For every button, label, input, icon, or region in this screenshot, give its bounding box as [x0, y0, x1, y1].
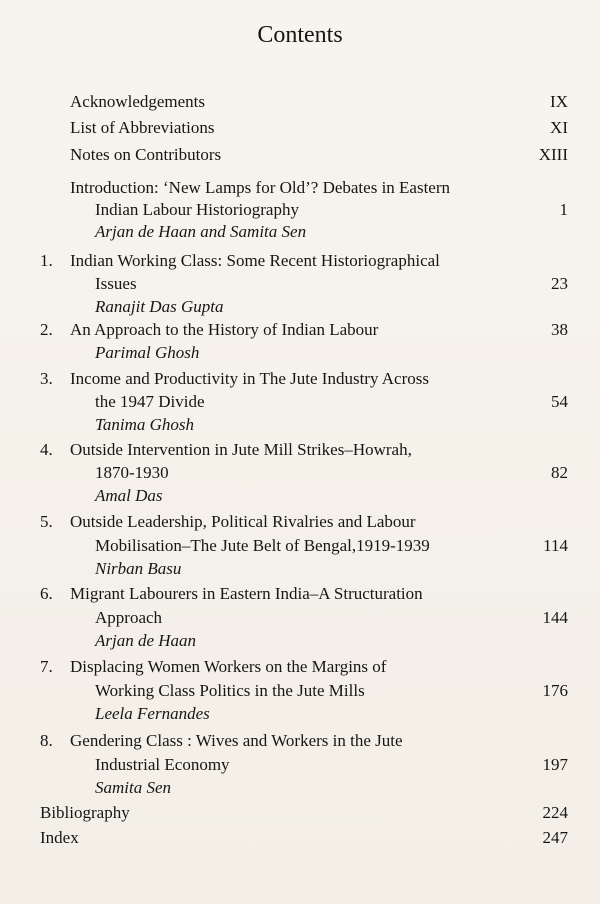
- entry-author: Tanima Ghosh: [95, 415, 195, 434]
- entry-author: Arjan de Haan: [95, 631, 197, 650]
- chapter-number: 5.: [40, 512, 53, 531]
- chapter-number: 2.: [40, 320, 53, 339]
- entry-page: 82: [551, 463, 568, 482]
- entry-page: 247: [542, 828, 568, 847]
- entry-title-line1: An Approach to the History of Indian Labour: [70, 320, 379, 339]
- entry-page: 197: [542, 755, 568, 774]
- page-title: Contents: [257, 22, 343, 48]
- entry-title-line2: Industrial Economy: [95, 755, 230, 774]
- entry-page: IX: [550, 92, 568, 111]
- entry-author: Amal Das: [95, 486, 163, 505]
- entry-title-line1: Introduction: ‘New Lamps for Old’? Debates in Eastern: [70, 178, 451, 197]
- entry-title-line1: Income and Productivity in The Jute Industry Across: [70, 369, 429, 388]
- entry-author: Samita Sen: [95, 778, 172, 797]
- entry-page: 176: [542, 681, 568, 700]
- entry-title-line2: Approach: [95, 608, 163, 627]
- entry-title-line1: Outside Leadership, Political Rivalries and Labour: [70, 512, 416, 531]
- chapter-number: 4.: [40, 440, 53, 459]
- entry-author: Nirban Basu: [95, 559, 182, 578]
- entry-title-line2: the 1947 Divide: [95, 392, 205, 411]
- chapter-number: 1.: [40, 251, 53, 270]
- chapter-number: 8.: [40, 731, 53, 750]
- entry-title-line2: Working Class Politics in the Jute Mills: [95, 681, 365, 700]
- entry-author: Parimal Ghosh: [95, 343, 200, 362]
- entry-title: Index: [40, 828, 79, 847]
- entry-title-line1: Gendering Class : Wives and Workers in the Jute: [70, 731, 403, 750]
- entry-title-line1: Indian Working Class: Some Recent Historiographical: [70, 251, 440, 270]
- entry-title-line2: Mobilisation–The Jute Belt of Bengal,1919-1939: [95, 536, 430, 555]
- entry-page: 38: [551, 320, 568, 339]
- entry-page: 54: [551, 392, 568, 411]
- chapter-number: 7.: [40, 657, 53, 676]
- entry-page: XI: [550, 118, 568, 137]
- entry-title-line2: 1870-1930: [95, 463, 169, 482]
- chapter-number: 3.: [40, 369, 53, 388]
- entry-page: XIII: [538, 145, 568, 164]
- entry-title: Acknowledgements: [70, 92, 206, 111]
- entry-page: 1: [559, 200, 568, 219]
- entry-title: List of Abbreviations: [70, 118, 215, 137]
- entry-page: 144: [542, 608, 568, 627]
- entry-author: Leela Fernandes: [95, 704, 210, 723]
- entry-title-line1: Migrant Labourers in Eastern India–A Structuration: [70, 584, 423, 603]
- entry-page: 23: [551, 274, 568, 293]
- entry-title: Bibliography: [40, 803, 130, 822]
- entry-title-line1: Outside Intervention in Jute Mill Strikes–Howrah,: [70, 440, 412, 459]
- chapter-number: 6.: [40, 584, 53, 603]
- entry-title: Notes on Contributors: [70, 145, 222, 164]
- entry-author: Ranajit Das Gupta: [95, 297, 224, 316]
- entry-title-line2: Issues: [95, 274, 137, 293]
- entry-page: 224: [542, 803, 568, 822]
- entry-title-line1: Displacing Women Workers on the Margins of: [70, 657, 387, 676]
- entry-author: Arjan de Haan and Samita Sen: [95, 222, 307, 241]
- entry-page: 114: [543, 536, 568, 555]
- entry-title-line2: Indian Labour Historiography: [95, 200, 299, 219]
